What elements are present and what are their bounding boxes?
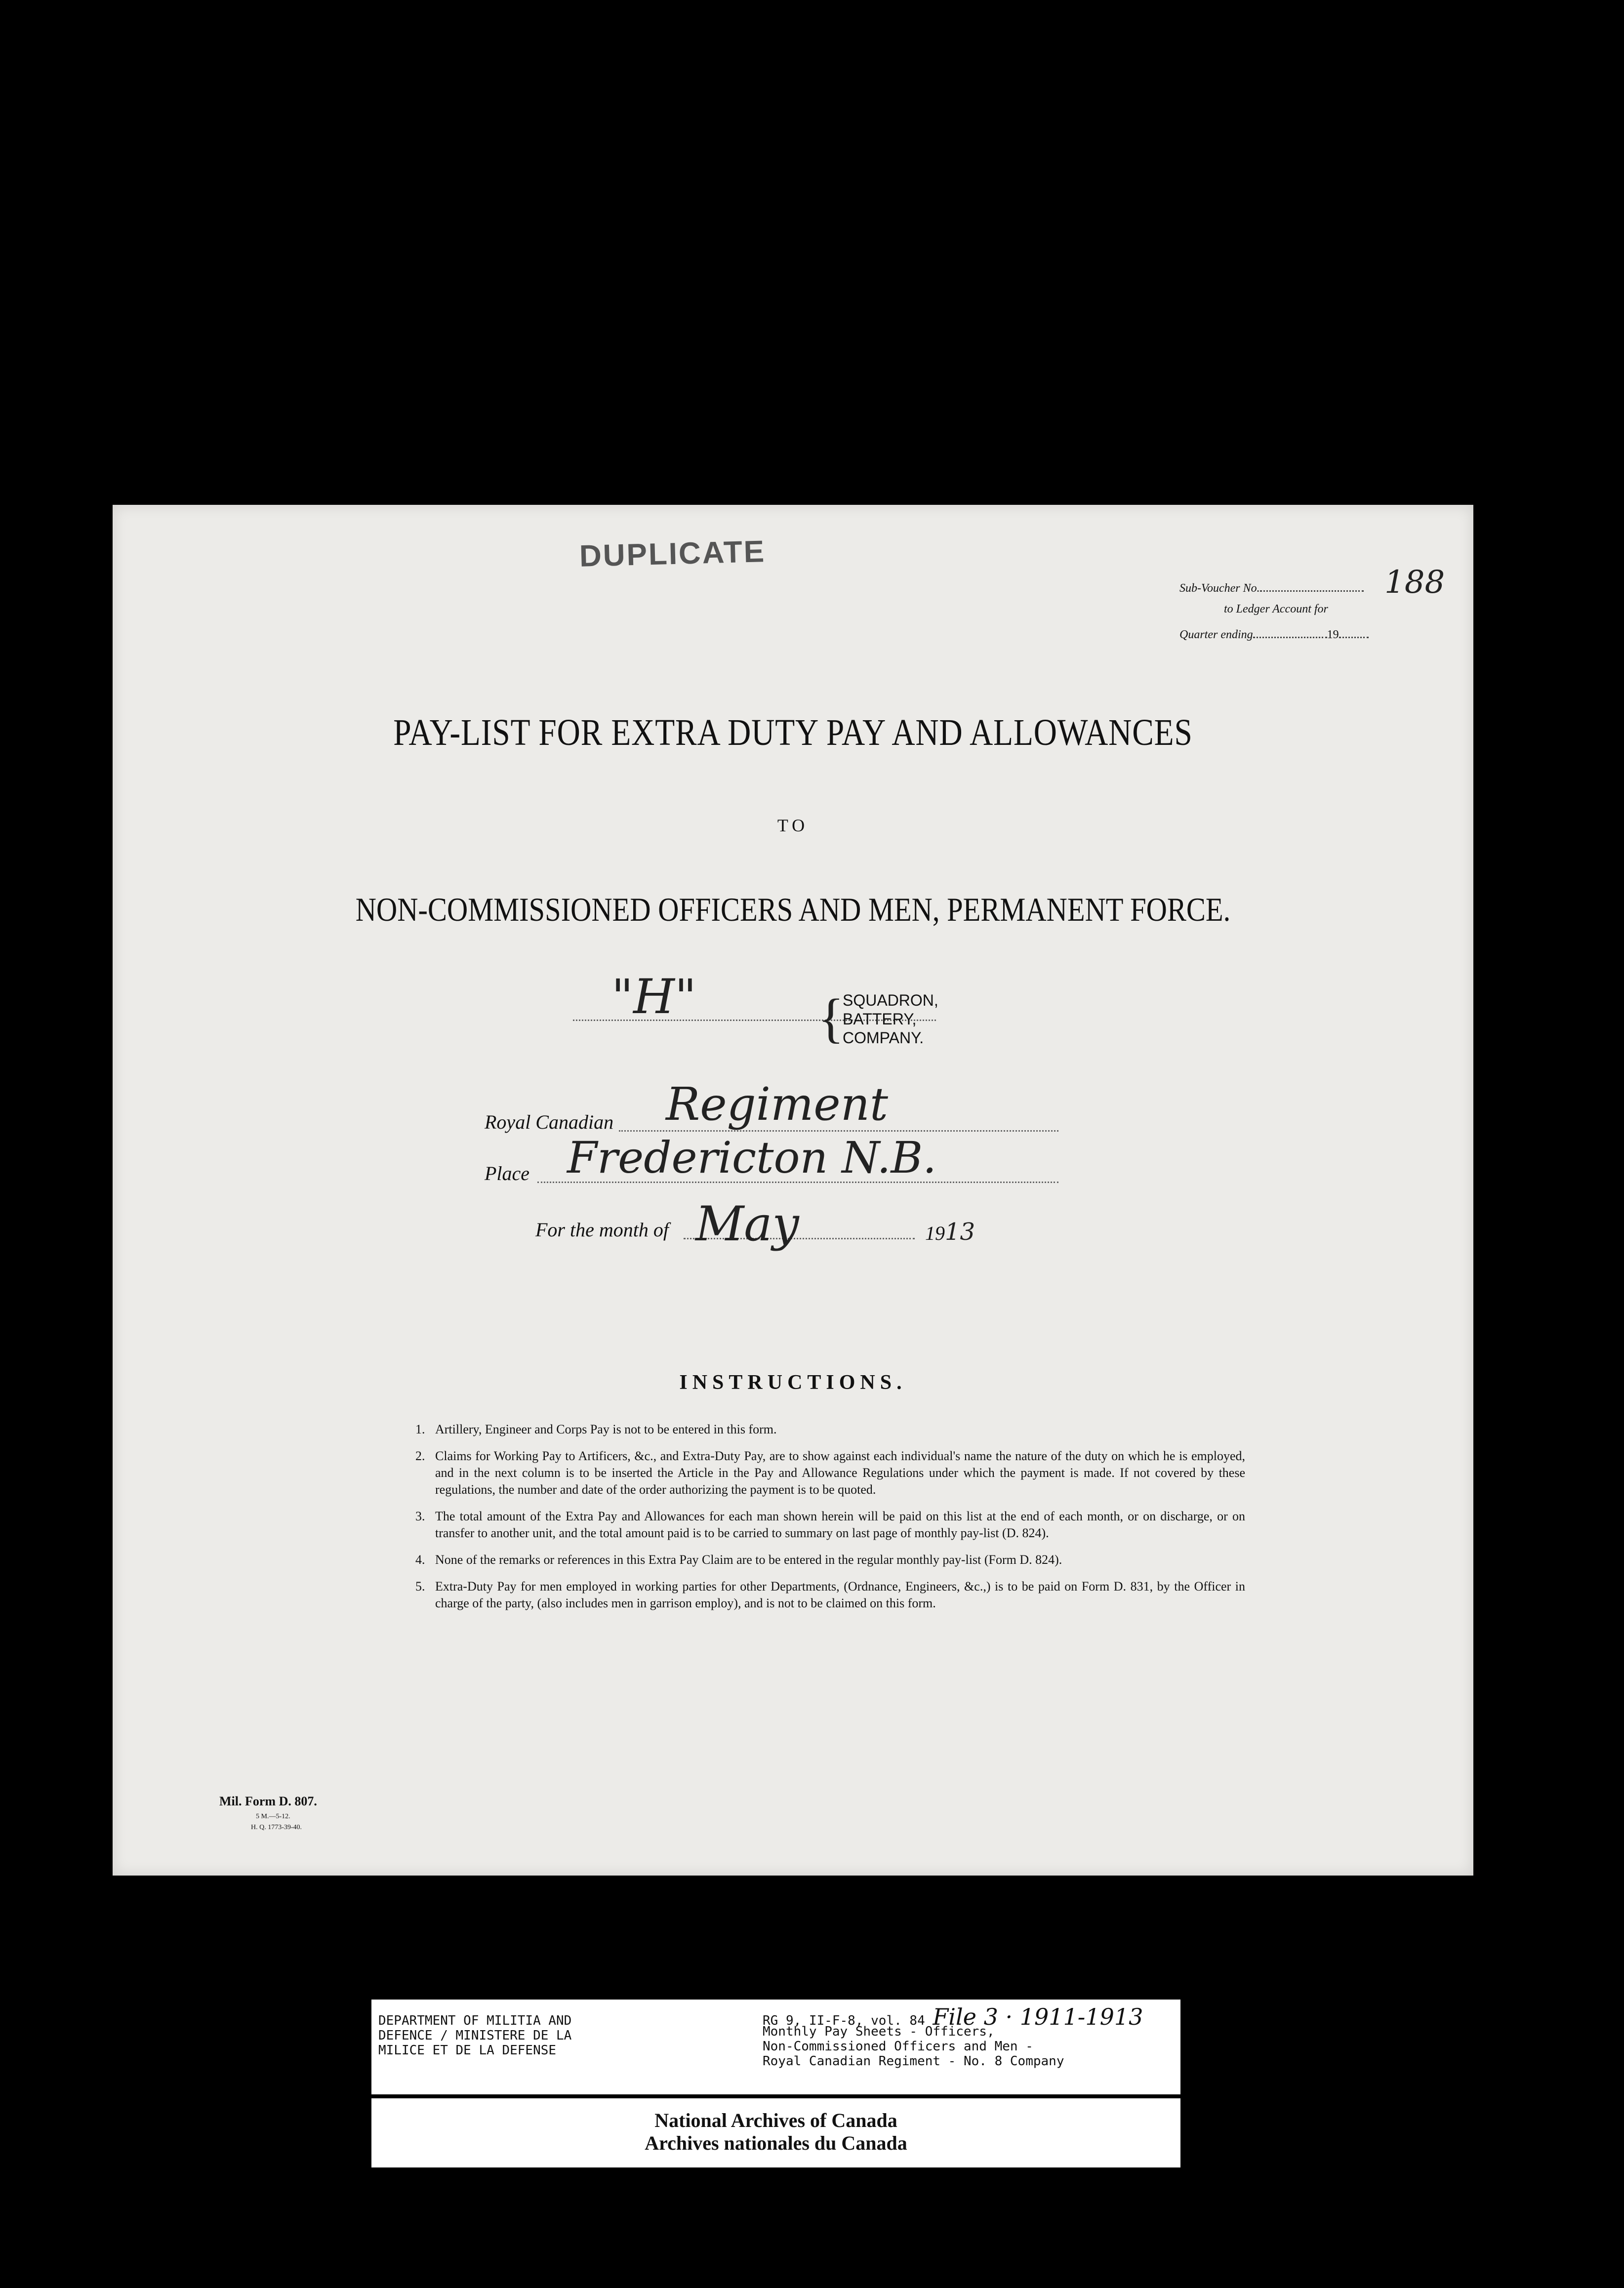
- option-battery: BATTERY,: [843, 1010, 917, 1028]
- instruction-item: 5. Extra-Duty Pay for men employed in working parties for other Departments, (Ordnance, Engineers, &c.,) is to be paid on Form D. 831, by the Officer in charge of the party, (also includes men in garrison employ), and is not to be claimed on this form.: [415, 1579, 1245, 1610]
- archive-reference-label: [371, 2000, 1180, 2094]
- form-hq-ref: H. Q. 1773-39-40.: [251, 1824, 302, 1831]
- document-page: [113, 505, 1473, 1876]
- month-value: May: [695, 1196, 799, 1252]
- duplicate-stamp: DUPLICATE: [579, 534, 767, 573]
- sub-voucher-number: 188: [1384, 564, 1445, 601]
- form-subtitle: NON-COMMISSIONED OFFICERS AND MEN, PERMANENT FORCE.: [355, 891, 1231, 928]
- form-number: Mil. Form D. 807.: [219, 1794, 317, 1808]
- sub-voucher-label: Sub-Voucher No.: [1179, 582, 1260, 595]
- archive-reference: [763, 2003, 1143, 2069]
- instruction-item: 1. Artillery, Engineer and Corps Pay is not to be entered in this form.: [415, 1422, 777, 1436]
- ledger-label: to Ledger Account for: [1224, 603, 1328, 615]
- regiment-value: Regiment: [666, 1078, 888, 1131]
- archive-ref-number: RG 9, II-F-8, vol. 84: [763, 2013, 925, 2028]
- quarter-label: Quarter ending: [1179, 628, 1253, 641]
- form-print-run: 5 M.—5-12.: [256, 1813, 290, 1820]
- regiment-label: Royal Canadian: [485, 1111, 614, 1133]
- archive-desc-line: Non-Commissioned Officers and Men -: [763, 2039, 1033, 2054]
- department-name: DEPARTMENT OF MILITIA AND DEFENCE / MINISTERE DE LA MILICE ET DE LA DEFENSE: [378, 2013, 572, 2058]
- archive-name-en: National Archives of Canada: [654, 2109, 897, 2131]
- unit-options: [843, 991, 938, 1047]
- archive-name-label: [371, 2098, 1180, 2167]
- archive-name-fr: Archives nationales du Canada: [645, 2132, 907, 2154]
- unit-brace: {: [818, 988, 844, 1048]
- unit-value: "H": [611, 969, 697, 1024]
- year-value: 13: [945, 1218, 975, 1246]
- instruction-item: 2. Claims for Working Pay to Artificers, &c., and Extra-Duty Pay, are to show against each individual's name the nature of the duty on which he is employed, and in the next column is to be inserted the Article in the Pay and Allowance Regulations under which the payment is made. If not covered by these regulations, the number and date of the order authorizing the payment is to be quoted.: [415, 1449, 1245, 1497]
- year-prefix: 19: [925, 1222, 945, 1244]
- place-label: Place: [485, 1162, 530, 1185]
- sub-voucher-line: [1179, 582, 1364, 595]
- instructions-list: [415, 1421, 1245, 1622]
- file-note: File 3 · 1911-1913: [933, 2003, 1143, 2030]
- archive-desc-line: Royal Canadian Regiment - No. 8 Company: [763, 2054, 1064, 2069]
- year-line: [925, 1218, 975, 1246]
- place-value: Fredericton N.B.: [567, 1132, 937, 1183]
- archive-desc-line: Monthly Pay Sheets - Officers,: [763, 2024, 995, 2039]
- form-title: PAY-LIST FOR EXTRA DUTY PAY AND ALLOWANCES: [393, 712, 1193, 753]
- instructions-heading: INSTRUCTIONS.: [679, 1371, 907, 1394]
- option-company: COMPANY.: [843, 1029, 924, 1047]
- option-squadron: SQUADRON,: [843, 991, 938, 1009]
- instruction-item: 3. The total amount of the Extra Pay and Allowances for each man shown herein will be paid on this list at the end of each month, or on discharge, or on transfer to another unit, and the total amount paid is to be carried to summary on last page of monthly pay-list (D. 824).: [415, 1509, 1245, 1540]
- instruction-item: 4. None of the remarks or references in this Extra Pay Claim are to be entered in the regular monthly pay-list (Form D. 824).: [415, 1553, 1062, 1567]
- quarter-line: [1179, 628, 1369, 642]
- quarter-year: 19: [1327, 628, 1339, 641]
- form-title-to: TO: [777, 816, 809, 835]
- month-label: For the month of: [535, 1219, 669, 1241]
